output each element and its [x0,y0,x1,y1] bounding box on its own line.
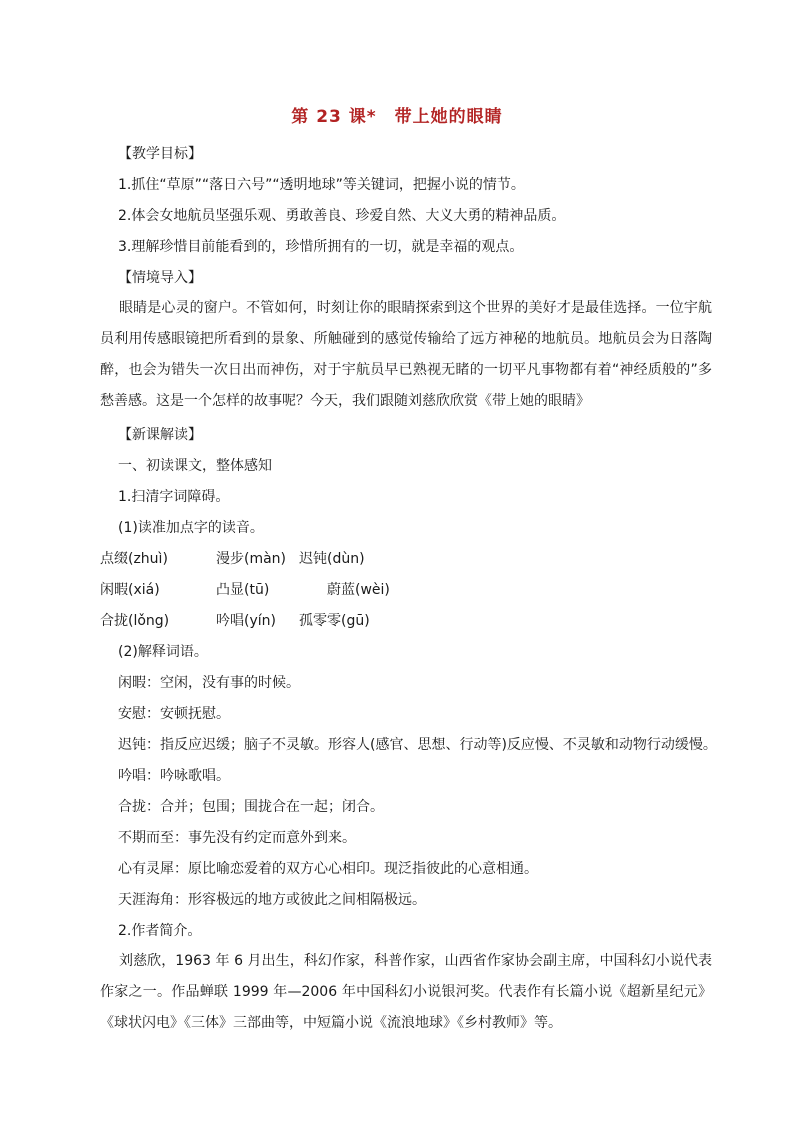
definition-item: 吟唱：吟咏歌唱。 [118,768,230,784]
step-heading: 2.作者简介。 [118,923,202,939]
part-heading: 一、初读课文，整体感知 [118,458,272,474]
pinyin-item: 迟钝(dùn) [299,551,365,567]
sub-heading: (2)解释词语。 [118,644,208,660]
definition-item: 不期而至：事先没有约定而意外到来。 [118,830,356,846]
definition-item: 安慰：安顿抚慰。 [118,706,230,722]
page-title: 第 23 课* 带上她的眼睛 [291,107,503,127]
definition-item: 心有灵犀：原比喻恋爱着的双方心心相印。现泛指彼此的心意相通。 [118,861,538,877]
author-paragraph: 刘慈欣，1963 年 6 月出生，科幻作家，科普作家，山西省作家协会副主席，中国科幻小说代表作家之一。作品蝉联 1999 年—2006 年中国科幻小说银河奖。代表作有长篇小说《超新星纪元》《球状闪电》《三体》三部曲等，中短篇小说《流浪地球》《乡村教师》等。 [100,953,712,1031]
pinyin-item: 点缀(zhuì) [100,551,168,567]
definition-item: 闲暇：空闲，没有事的时候。 [118,675,300,691]
step-heading: 1.扫清字词障碍。 [118,489,230,505]
pinyin-item: 吟唱(yín) [216,613,276,629]
section-heading-objectives: 【教学目标】 [118,146,202,162]
objective-item: 3.理解珍惜目前能看到的，珍惜所拥有的一切，就是幸福的观点。 [118,239,524,255]
pinyin-item: 蔚蓝(wèi) [327,582,390,598]
definition-item: 合拢：合并；包围；围拢合在一起；闭合。 [118,799,384,815]
objective-item: 1.抓住“草原”“落日六号”“透明地球”等关键词，把握小说的情节。 [118,177,525,193]
intro-paragraph: 眼睛是心灵的窗户。不管如何，时刻让你的眼睛探索到这个世界的美好才是最佳选择。一位宇航员利用传感眼镜把所看到的景象、所触碰到的感觉传输给了远方神秘的地航员。地航员会为日落陶醉，也会为错失一次日出而神伤，对于宇航员早已熟视无睹的一切平凡事物都有着“神经质般的”多愁善感。这是一个怎样的故事呢？今天，我们跟随刘慈欣欣赏《带上她的眼睛》 [100,300,712,409]
pinyin-item: 孤零零(gū) [299,613,370,629]
pinyin-item: 闲暇(xiá) [100,582,160,598]
pinyin-item: 凸显(tū) [216,582,270,598]
section-heading-intro: 【情境导入】 [118,270,202,286]
pinyin-item: 合拢(lǒng) [100,613,170,629]
definition-item: 天涯海角：形容极远的地方或彼此之间相隔极远。 [118,892,426,908]
definition-item: 迟钝：指反应迟缓；脑子不灵敏。形容人(感官、思想、行动等)反应慢、不灵敏和动物行动缓慢。 [118,737,717,753]
pinyin-item: 漫步(màn) [216,551,287,567]
objective-item: 2.体会女地航员坚强乐观、勇敢善良、珍爱自然、大义大勇的精神品质。 [118,208,566,224]
section-heading-new-lesson: 【新课解读】 [118,427,202,443]
sub-heading: (1)读准加点字的读音。 [118,520,264,536]
